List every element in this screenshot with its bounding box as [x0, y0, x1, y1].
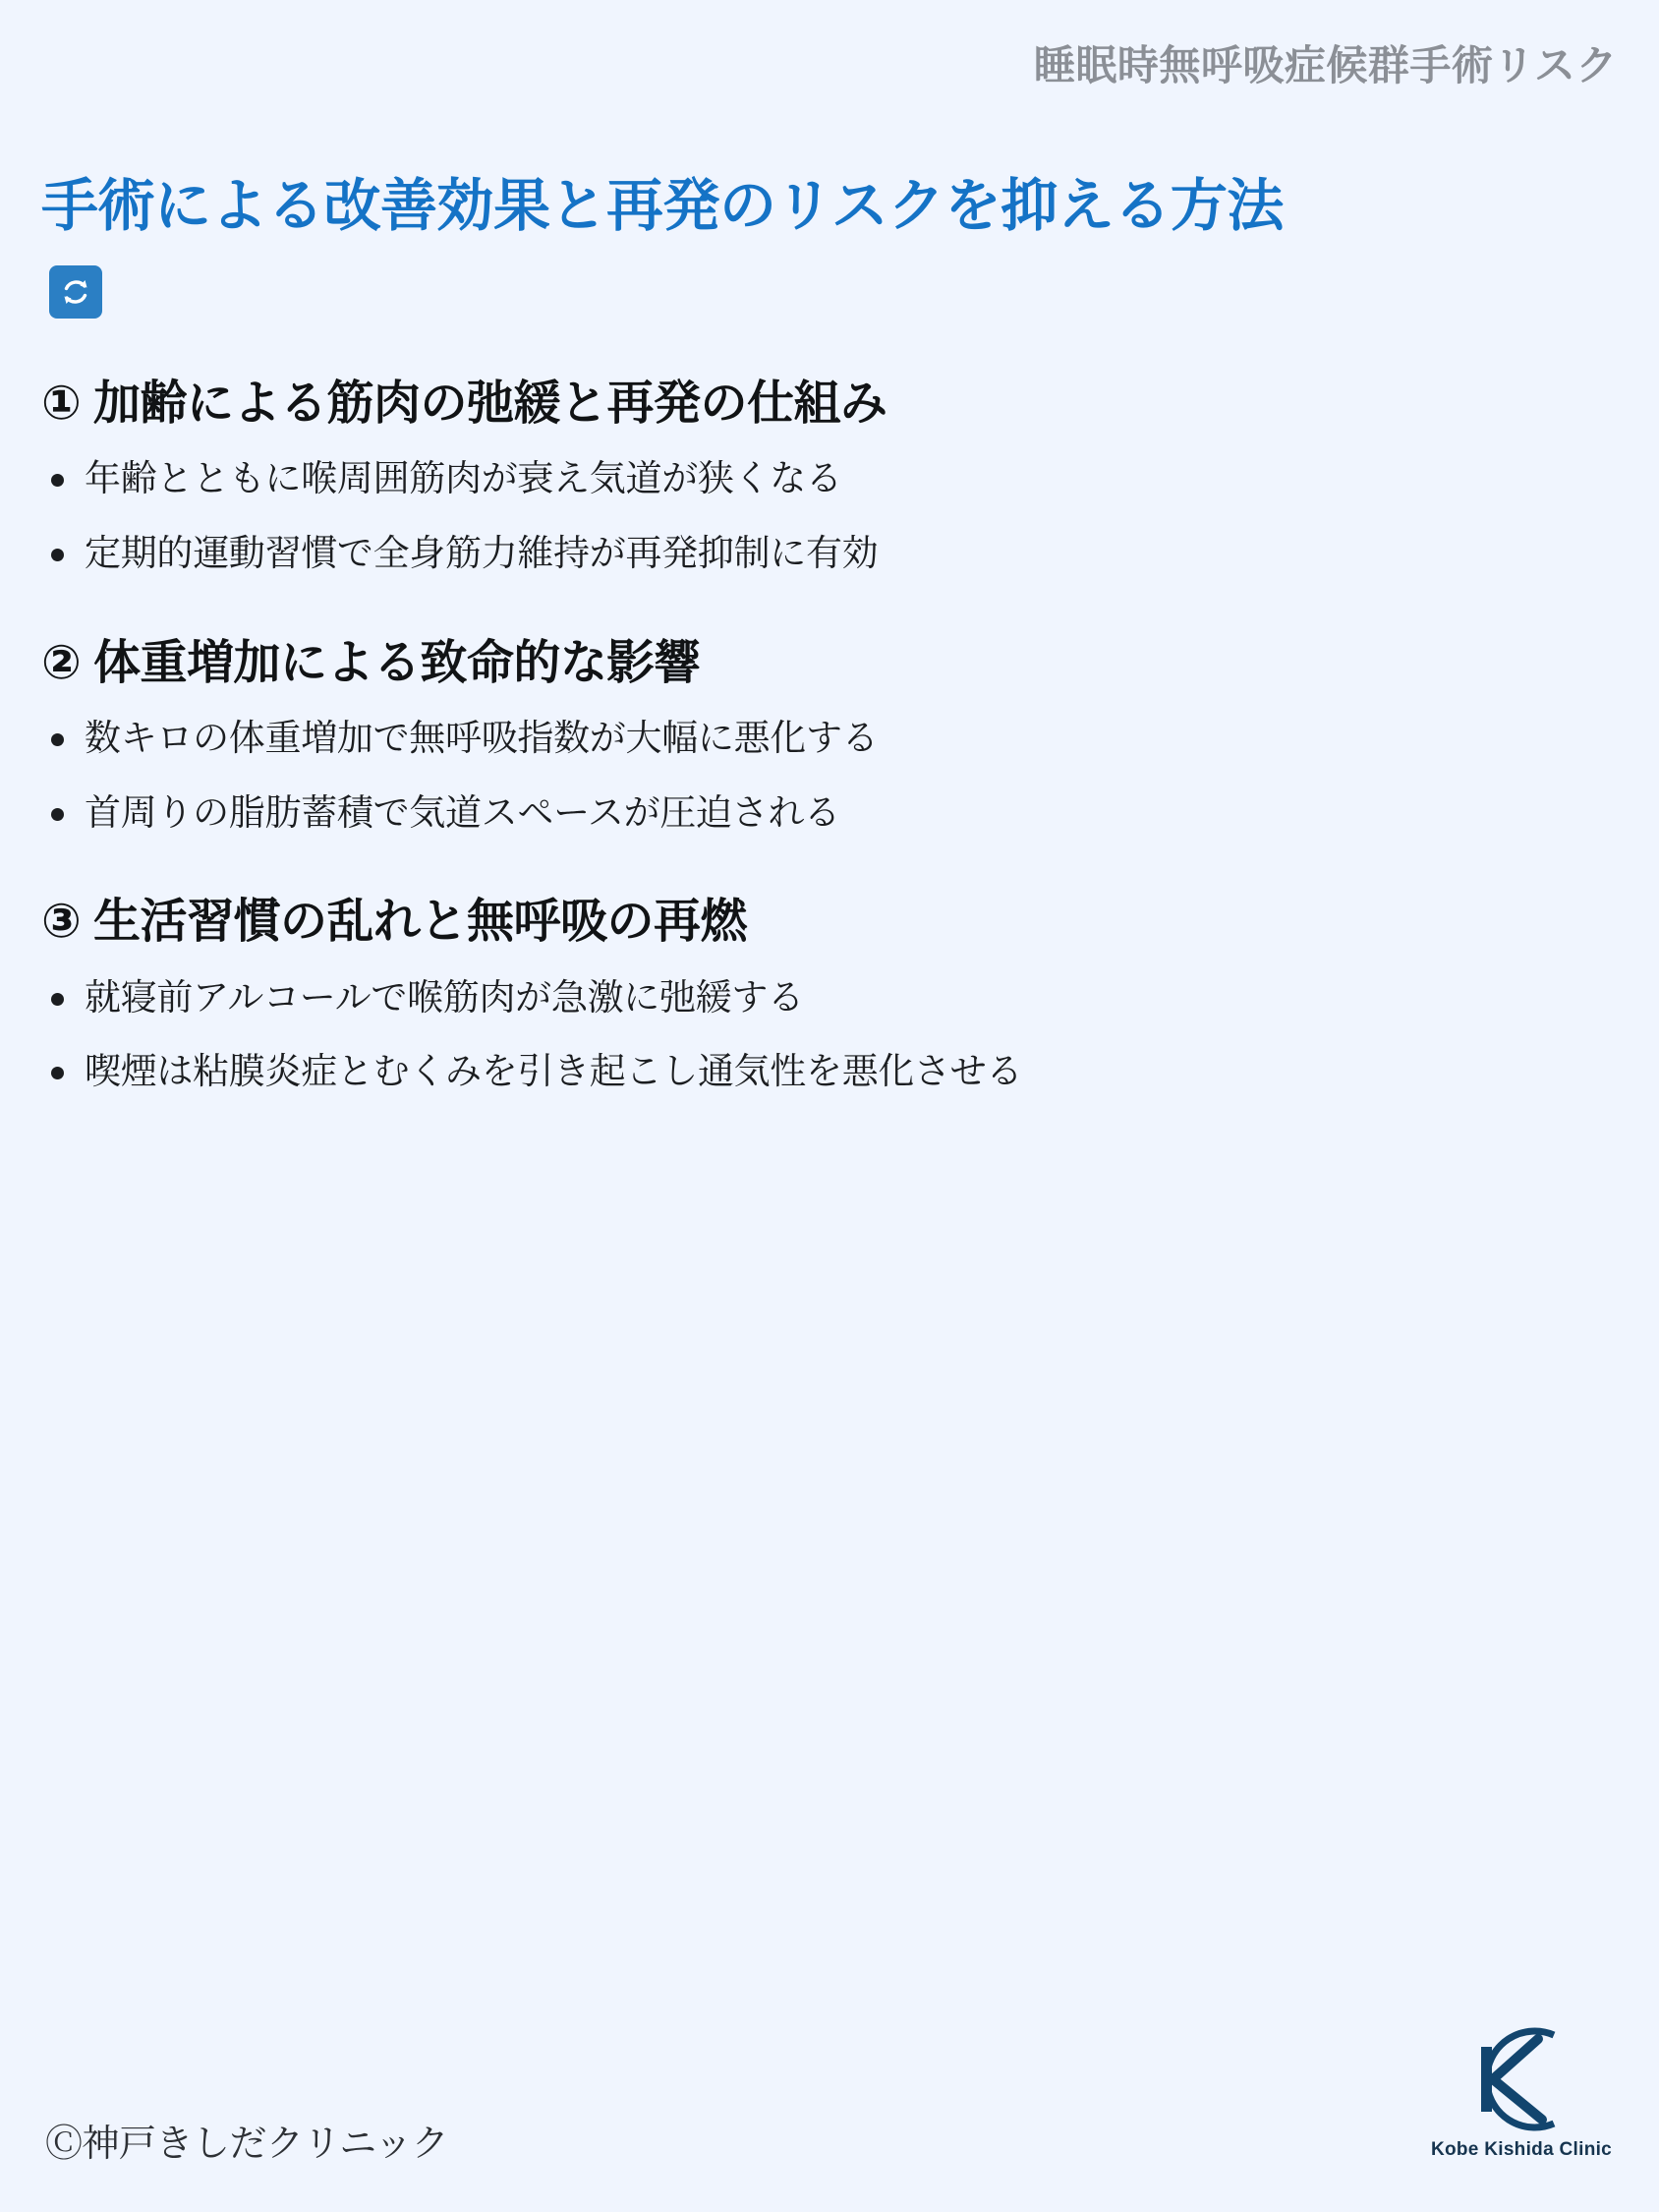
copyright-text: Ⓒ神戸きしだクリニック: [45, 2124, 449, 2165]
list-item: [28, 527, 1616, 580]
list-item: [28, 971, 1616, 1024]
bullet-list: [28, 712, 1616, 839]
list-item: [28, 1045, 1616, 1098]
list-item-label: 首周りの脂肪蓄積で気道スペースが圧迫される: [85, 791, 840, 833]
list-item-label: 数キロの体重増加で無呼吸指数が大幅に悪化する: [85, 718, 879, 759]
section-2: [28, 633, 1616, 840]
list-item-label: 就寝前アルコールで喉筋肉が急激に弛緩する: [85, 976, 804, 1018]
eyebrow-label: 睡眠時無呼吸症候群手術リスク: [1033, 42, 1618, 88]
list-item-label: 年齢とともに喉周囲筋肉が衰え気道が狭くなる: [85, 458, 842, 499]
bullet-dot-icon: [51, 808, 64, 821]
bullet-dot-icon: [51, 474, 64, 487]
bullet-list: [28, 452, 1616, 579]
bullet-dot-icon: [51, 733, 64, 746]
section-1: [28, 374, 1616, 580]
page-title: 手術による改善効果と再発のリスクを抑える方法: [41, 173, 1284, 238]
list-item: [28, 452, 1616, 505]
list-item-label: 定期的運動習慣で全身筋力維持が再発抑制に有効: [85, 533, 879, 574]
clinic-logo: [1423, 2021, 1620, 2161]
section-heading: ① 加齢による筋肉の弛緩と再発の仕組み: [41, 378, 887, 430]
k-monogram-logo-icon: [1423, 2021, 1620, 2137]
list-item: [28, 786, 1616, 840]
section-heading: ② 体重増加による致命的な影響: [41, 636, 701, 689]
list-item: [28, 712, 1616, 765]
bullet-list: [28, 971, 1616, 1098]
section-heading: ③ 生活習慣の乱れと無呼吸の再燃: [41, 896, 747, 949]
bullet-dot-icon: [51, 549, 64, 561]
bullet-dot-icon: [51, 1067, 64, 1079]
clinic-name-label: Kobe Kishida Clinic: [1430, 2139, 1613, 2160]
refresh-cycle-icon: [49, 265, 102, 319]
content-body: [0, 374, 1659, 1132]
list-item-label: 喫煙は粘膜炎症とむくみを引き起こし通気性を悪化させる: [85, 1051, 1023, 1092]
bullet-dot-icon: [51, 993, 64, 1006]
section-3: [28, 892, 1616, 1098]
